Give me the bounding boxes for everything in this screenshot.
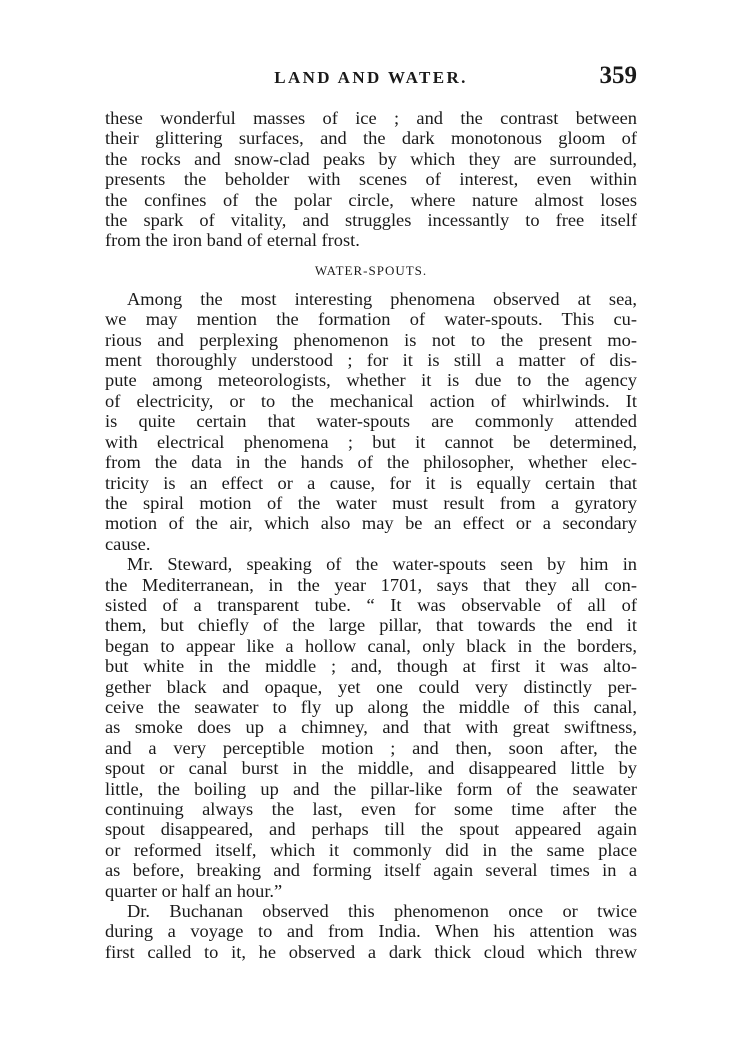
text-line: from the iron band of eternal frost. [105, 230, 360, 251]
text-line: of electricity, or to the mechanical action of whirlwinds. It [105, 390, 637, 411]
page-number: 359 [599, 62, 637, 89]
text-line: sisted of a transparent tube. “ It was observable of all of [105, 594, 637, 615]
text-line: we may mention the formation of water-spouts. This cu- [105, 309, 637, 330]
text-line: the confines of the polar circle, where nature almost loses [105, 189, 637, 210]
text-line: gether black and opaque, yet one could very distinctly per- [105, 676, 637, 697]
text-line: them, but chiefly of the large pillar, that towards the end it [105, 615, 637, 636]
text-line: the Mediterranean, in the year 1701, says that they all con- [105, 574, 637, 595]
text-line: these wonderful masses of ice ; and the contrast between [105, 108, 637, 128]
text-line: motion of the air, which also may be an effect or a secondary [105, 513, 637, 534]
text-line: cause. [105, 533, 151, 554]
text-line: their glittering surfaces, and the dark monotonous gloom of [105, 128, 637, 149]
text-line: the spark of vitality, and struggles incessantly to free itself [105, 210, 637, 231]
text-line: the spiral motion of the water must result from a gyratory [105, 492, 637, 513]
running-head [105, 62, 637, 96]
text-line: or reformed itself, which it commonly did in the same place [105, 839, 637, 860]
text-line: with electrical phenomena ; but it cannot be determined, [105, 431, 637, 452]
text-line: as smoke does up a chimney, and that with great swiftness, [105, 717, 637, 738]
text-line: the rocks and snow-clad peaks by which they are surrounded, [105, 148, 637, 169]
text-line: spout disappeared, and perhaps till the spout appeared again [105, 819, 637, 840]
text-line: presents the beholder with scenes of interest, even within [105, 169, 637, 190]
text-line: ment thoroughly understood ; for it is still a matter of dis- [105, 350, 637, 371]
text-line: rious and perplexing phenomenon is not to the present mo- [105, 329, 637, 350]
running-title: LAND AND WATER. [274, 68, 468, 87]
book-page [105, 62, 637, 962]
text-line: spout or canal burst in the middle, and disappeared little by [105, 758, 637, 779]
text-line: and a very perceptible motion ; and then, soon after, the [105, 737, 637, 758]
text-line: Dr. Buchanan observed this phenomenon once or twice [127, 901, 637, 922]
text-line: continuing always the last, even for some time after the [105, 799, 637, 819]
text-line: from the data in the hands of the philosopher, whether elec- [105, 452, 637, 473]
text-line: little, the boiling up and the pillar-like form of the seawater [105, 778, 637, 799]
text-line: as before, breaking and forming itself again several times in a [105, 860, 637, 881]
paragraph-steward-quote [105, 554, 637, 901]
text-line: quarter or half an hour.” [105, 880, 283, 901]
text-line: is quite certain that water-spouts are commonly attended [105, 411, 637, 432]
paragraph-buchanan [105, 901, 637, 962]
text-line: Mr. Steward, speaking of the water-spouts seen by him in [127, 554, 637, 575]
text-line: but white in the middle ; and, though at first it was alto- [105, 656, 637, 677]
paragraph-water-spouts-intro [105, 289, 637, 554]
text-line: during a voyage to and from India. When his attention was [105, 921, 637, 942]
text-line: first called to it, he observed a dark thick cloud which threw [105, 941, 637, 962]
section-heading: WATER-SPOUTS. [314, 262, 428, 278]
text-line: Among the most interesting phenomena observed at sea, [127, 288, 637, 309]
paragraph-glaciers-ending [105, 108, 637, 251]
text-line: pute among meteorologists, whether it is due to the agency [105, 370, 637, 391]
text-line: ceive the seawater to fly up along the middle of this canal, [105, 696, 637, 717]
text-line: tricity is an effect or a cause, for it is equally certain that [105, 472, 637, 493]
text-line: began to appear like a hollow canal, only black in the borders, [105, 635, 637, 656]
